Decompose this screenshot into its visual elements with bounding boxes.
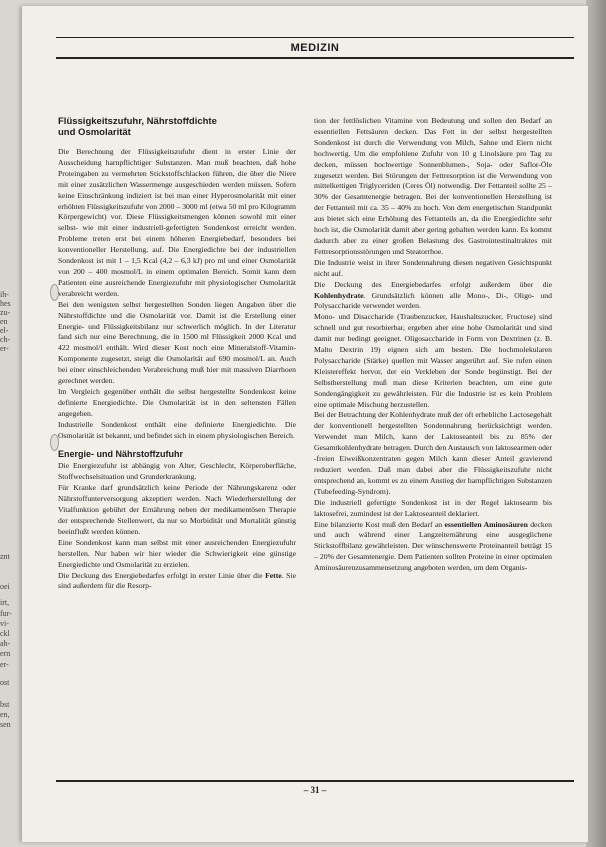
- footer-rule: [56, 780, 574, 782]
- prev-page-fragment-top: ih- hes zu- en el- ch- er-: [0, 290, 11, 353]
- section-title: MEDIZIN: [290, 42, 340, 54]
- paragraph: Mono- und Disaccharide (Traubenzucker, Haushaltszucker, Fructose) sind schnell und gut resorbierbar, ergeben aber eine hohe Osmolarität und sind damit nur bedingt geeignet. Oligosaccharide in Form von Dextrinen (z. B. Malto Dextrin 19) eignen sich am besten. Die hochmolekularen Polysaccharide (Stärke) quellen mit Wasser angerührt auf. Sie rufen einen Kleistereffekt hervor, der ein Verkleben der Sonde begünstigt. Bei der Selbstherstellung muß man diese Kriterien beachten, um eine gute Sondengängigkeit zu gewährleisten. Für die Industrie ist es kein Problem eine optimale Mischung herzustellen.: [314, 312, 552, 409]
- paragraph: Für Kranke darf grundsätzlich keine Periode der Nährungskarenz oder Nährstoffunterversorgung akzeptiert werden. Nach Wiederherstellung der Vitalfunktion gebührt der Ernährung neben der medikamentösen Therapie der entsprechende Stellenwert, da nur so Morbidität und Mortalität günstig beeinflußt werden können.: [58, 483, 296, 536]
- paragraph: Die Deckung des Energiebedarfes erfolgt außerdem über die Kohlenhydrate. Grundsätzlich können alle Mono-, Di-, Oligo- und Polysaccharide verwendet werden.: [314, 279, 552, 311]
- paragraph: Bei den wenigsten selbst hergestellten Sonden liegen Angaben über die Nährstoffdichte und die Osmolarität vor. Damit ist die Erstellung einer Energie- und Flüssigkeitsbilanz nur schwerlich möglich. In der Literatur fand sich nur eine Berechnung, die in 1500 ml Flüssigkeit 2000 Kcal und 422 mosmol/l enthält. Wird dieser Kost noch eine Mineralstoff-Vitamin-Komponente zugesetzt, steigt die Osmolarität auf 690 mosmol/L an. Auch bei einer einschleichenden Verabreichung muß hier mit massiven Diarrhoen gerechnet werden.: [58, 299, 296, 386]
- bold-term: Fette: [265, 570, 282, 580]
- bold-term: essentiellen Aminosäuren: [444, 519, 528, 529]
- right-column: [314, 116, 552, 574]
- paragraph: Die Industrie weist in ihrer Sondennahrung diesen negativen Gesichtspunkt nicht auf.: [314, 257, 552, 278]
- header-rule-top: [56, 37, 574, 38]
- left-column: [58, 116, 296, 592]
- paragraph: Die industriell gefertigte Sondenkost ist in der Regel laktosearm bis laktosefrei, zumindest ist der Laktoseanteil deklariert.: [314, 497, 552, 518]
- paragraph: Die Berechnung der Flüssigkeitszufuhr dient in erster Linie der Ausscheidung harnpflichtiger Substanzen. Man muß beachten, daß hohe Proteingaben zu vermehrten Stickstoffschlacken führen, die über die Niere mit einer zusätzlichen Wassermenge ausgeschieden werden müssen. Sofern keine Einschränkung indiziert ist bei man einer Hyperosmolarität mit einer erhöhten Flüssigkeitszufuhr von 2000 – 3000 ml (etwa 50 ml pro Kilogramm Körpergewicht) vor. Diese Flüssigkeitsmengen können sowohl mit einer selbst- wie mit einer industriell-gefertigten Sondenkost erreicht werden. Probleme treten erst bei einem höheren Energiebedarf, besonders bei konventioneller Herstellung, auf. Die Energiedichte bei der industriellen Sondenkost ist mit 1 – 1,5 Kcal (4,2 – 6,3 kJ) pro ml und einer Osmolarität von 200 – 400 mosmol/L in einem optimalen Bereich. Somit kann dem Patienten eine ausreichende Energiezufuhr mit physiologischer Osmolarität verabreicht werden.: [58, 147, 296, 298]
- bold-term: Kohlenhydrate: [314, 290, 364, 300]
- article-title: Flüssigkeitszufuhr, Nährstoffdichte und Osmolarität: [58, 116, 217, 138]
- section-heading: Energie- und Nährstoffzufuhr: [58, 449, 183, 460]
- paragraph: Im Vergleich gegenüber enthält die selbst hergestellte Sondenkost keine definierte Energiedichte. Die Osmolarität ist in den seltensten Fällen angegeben.: [58, 386, 296, 418]
- page-number: – 31 –: [303, 785, 327, 795]
- paragraph: Eine bilanzierte Kost muß den Bedarf an essentiellen Aminosäuren decken und auch während einer Langzeiternährung eine ausgeglichene Stickstoffbilanz gewährleisten. Der wünschenswerte Proteinanteil beträgt 15 – 20% der Gesamtenergie. Dem Patienten sollten Proteine in einer optimalen Aminosäurenzusammensetzung angeboten werden, um dem Organis-: [314, 519, 552, 573]
- header-rule-bottom: [56, 57, 574, 59]
- prev-page-fragment-bottom: znt oei irt, fur- vi- ckl ah- ern er- ost bst en, sen: [0, 552, 12, 730]
- binding-edge: [586, 0, 606, 847]
- paragraph: Die Deckung des Energiebedarfes erfolgt in erster Linie über die Fette. Sie sind außerdem für die Resorp-: [58, 570, 296, 591]
- paragraph: Eine Sondenkost kann man selbst mit einer ausreichenden Energiezufuhr herstellen. Nur haben wir hier wieder die Schwierigkeit eine günstige Energiedichte und Osmolarität zu erzielen.: [58, 537, 296, 569]
- paragraph: Die Energiezufuhr ist abhängig von Alter, Geschlecht, Körperoberfläche, Stoffwechselsituation und Grunderkrankung.: [58, 461, 296, 482]
- paragraph: Bei der Betrachtung der Kohlenhydrate muß der oft erhebliche Lactosegehalt der konventionell hergestellten Sondennahrung berücksichtigt werden. Verwendet man Milch, kann der Laktoseanteil bis zu 85% der Gesamtkohlenhydrate betragen. Durch den Austausch von laktosearmen oder -freien Eiweißkonzentraten gegen Milch kann dieser Anteil gravierend reduziert werden. Daß man dabei aber die Flüssigkeitszufuhr nicht entsprechend an, kommt es zu einem Anstieg der harnpflichtigen Substanzen (Tubefeeding-Syndrom).: [314, 410, 552, 496]
- paragraph: tion der fettlöslichen Vitamine von Bedeutung und sollen den Bedarf an essentiellen Fettsäuren decken. Das Fett in der selbst hergestellten Sondenkost ist durch die Verwendung von Milch, Sahne und Eiern nicht hochwertig. Um die empfohlene Zufuhr von 10 g Linolsäure pro Tag zu decken, müssen hochwertige Sonnenblumen-, Soja- oder Saflor-Öle zugesetzt werden. Bei Störungen der Fettresorption ist die Verwendung von mittelkettigen Triglyceriden (Ceres Öl) notwendig. Der Fettanteil sollte 25 – 30% der Gesamtenergie betragen. Bei der konventionellen Herstellung ist der Fettanteil mit ca. 35 – 40% zu hoch. Von dem energetischen Standpunkt aus bietet sich eine Erhöhung des Fettanteils an, da die Energiedichte sehr hoch ist, die Osmolarität damit aber gering gehalten werden kann. Es kommt dadurch aber zu einer großen Belastung des Gastrointestinaltraktes mit Fettresorptionsstörungen und Steatorrhoe.: [314, 116, 552, 256]
- paragraph: Industrielle Sondenkost enthält eine definierte Energiedichte. Die Osmolarität ist bekannt, und befindet sich in einem physiologischen Bereich.: [58, 419, 296, 440]
